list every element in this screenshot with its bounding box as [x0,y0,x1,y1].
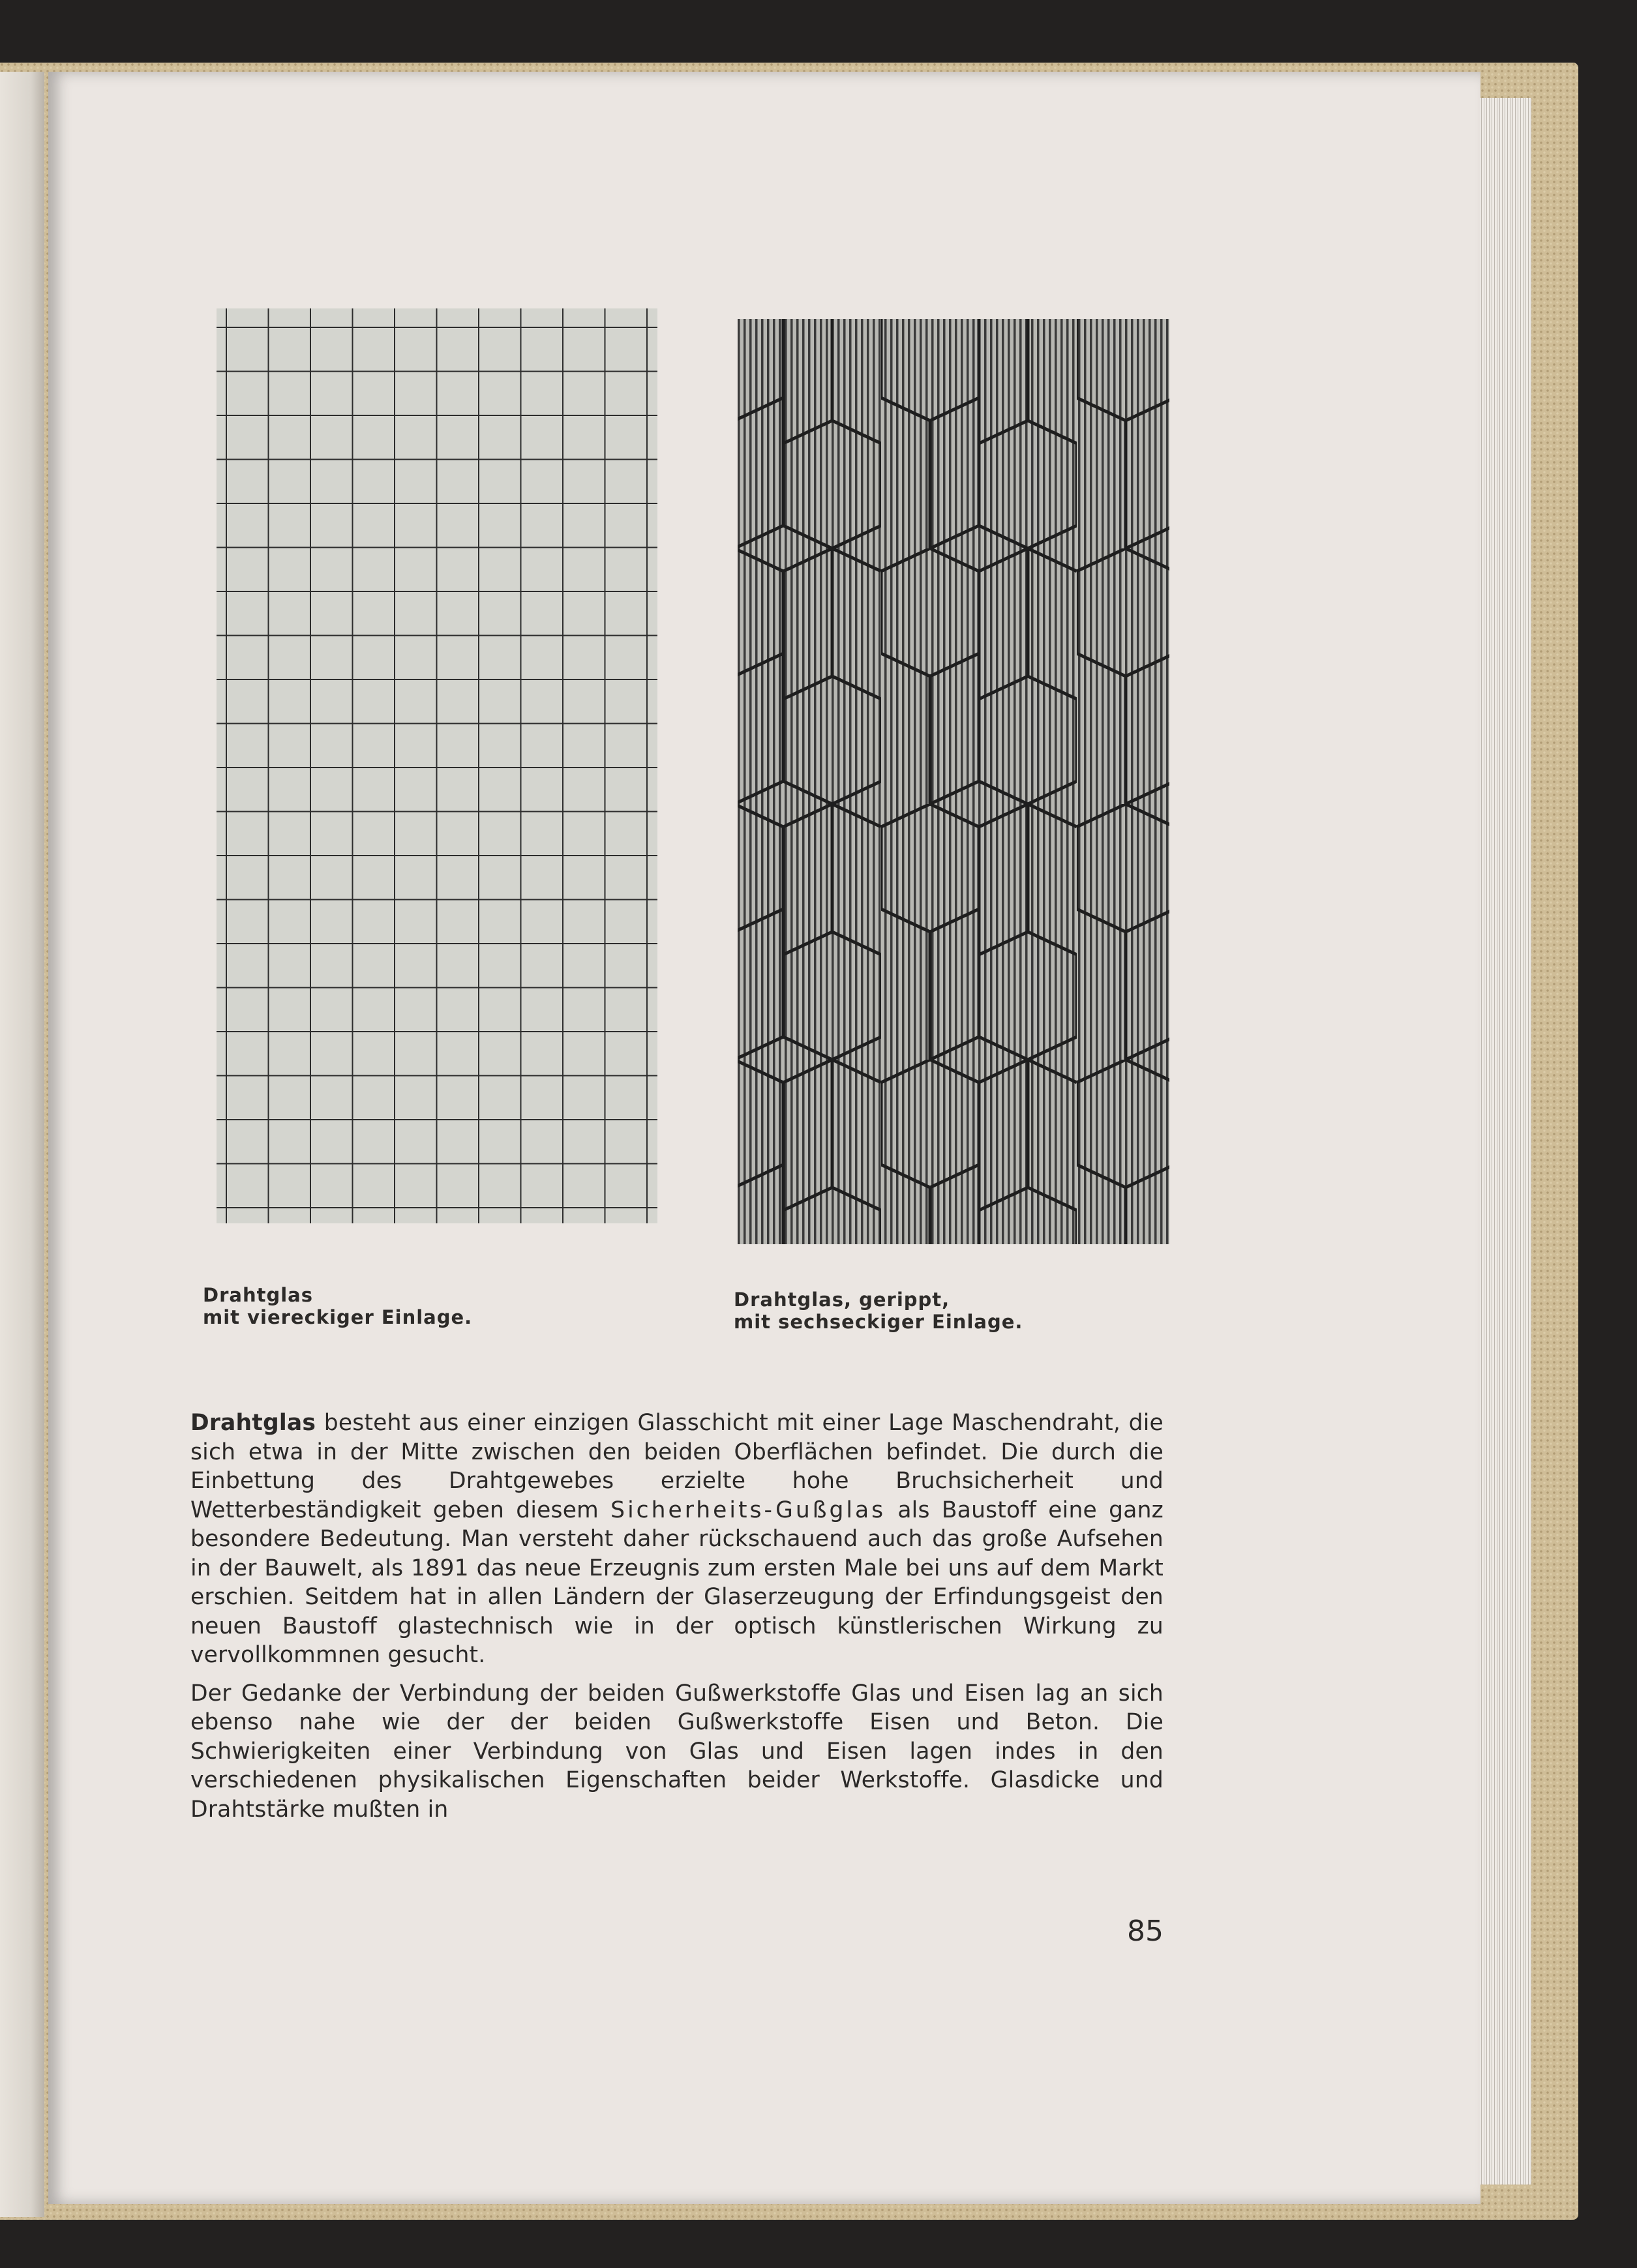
left-page-edge [0,72,44,2217]
hex-mesh [738,319,1169,1244]
page-number: 85 [1127,1915,1164,1948]
caption-hex-mesh [734,1289,1023,1333]
caption-title: Drahtglas [203,1284,313,1306]
caption-square-mesh [203,1284,472,1328]
hexagonal-wire-glass-photo [738,319,1169,1244]
body-text [190,1409,1164,1824]
caption-subtitle: mit sechseckiger Einlage. [734,1311,1023,1333]
paragraph-2: Der Gedanke der Verbindung der beiden Gußwerkstoffe Glas und Eisen lag an sich ebenso nahe wie der der beiden Gußwerkstoffe Eisen und Beton. Die Schwierigkeiten einer Verbindung von Glas und Eisen lagen indes in den verschiedenen physikalischen Eigenschaften beider Werkstoffe. Glasdicke und Drahtstärke mußten in [190,1680,1164,1823]
paragraph-1-part-b: als Baustoff eine ganz besondere Bedeutung. Man versteht daher rückschauend auch das große Aufsehen in der Bauwelt, als 1891 das neue Erzeugnis zum ersten Male bei uns auf dem Markt erschien. Seitdem hat in allen Ländern der Glaserzeugung der Erfindungsgeist den neuen Baustoff glastechnisch wie in der optisch künstlerischen Wirkung zu vervollkommnen gesucht. [190,1497,1164,1668]
paragraph-1-part-a: besteht aus einer einzigen Glasschicht mit einer Lage Maschendraht, die sich etwa in der Mitte zwischen den beiden Oberflächen befindet. Die durch die Einbettung des Drahtgewebes erzielte hohe Bruchsicherheit und Wetterbeständigkeit geben diesem [190,1410,1164,1523]
square-wire-glass-photo [217,308,657,1223]
paragraph-1 [190,1409,1164,1670]
emphasized-term: Sicherheits-Gußglas [610,1497,886,1523]
caption-subtitle: mit viereckiger Einlage. [203,1306,473,1328]
lead-term: Drahtglas [190,1410,316,1436]
caption-title: Drahtglas, gerippt, [734,1289,950,1311]
square-mesh [217,308,657,1223]
